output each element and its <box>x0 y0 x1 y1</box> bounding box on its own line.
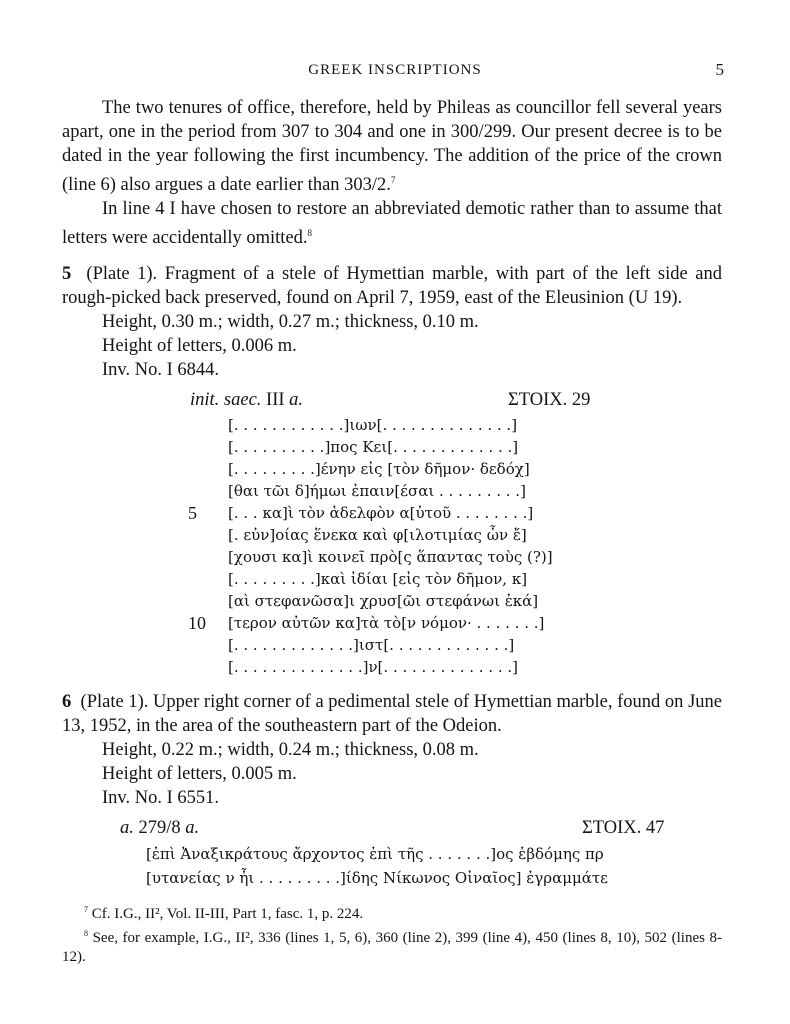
inscription-line: [χουσι κα]ὶ κοινεῖ πρὸ[ς ἅπαντας τοὺς (?)] <box>228 548 553 566</box>
inscription-line: [. . . . . . . . . . . . .]ιστ[. . . . . . . . . . . . .] <box>228 636 515 654</box>
entry-6-description: 6 (Plate 1). Upper right corner of a pedimental stele of Hymettian marble, found on June 13, 1952, in the area of the southeastern part of the Odeion. <box>62 692 722 736</box>
entry-5-inscription <box>62 414 722 678</box>
entry-5-inscription-header <box>62 388 722 414</box>
entry-6-inventory: Inv. No. I 6551. <box>102 788 219 808</box>
footnote-mark-7: 7 <box>390 175 396 185</box>
entry-6-inscription <box>62 842 722 890</box>
inscription-line: [. . . . . . . . . .]πος Κει[. . . . . . . . . . . . .] <box>228 438 519 456</box>
footnote-7: $^7$ Cf. I.G., II², Vol. II-III, Part 1, fasc. 1, p. 224. <box>84 905 364 922</box>
inscription-line: [. . . . . . . . .]καὶ ἰδίαι [εἰς τὸν δῆμον, κ] <box>228 570 528 588</box>
entry-6-number: 6 <box>62 692 72 712</box>
inscription-line: [. εὐν]οίας ἕνεκα καὶ φ[ιλοτιμίας ὧν ἔ] <box>228 526 527 544</box>
entry-6-stoichedon: ΣΤΟΙΧ. 47 <box>582 818 665 838</box>
entry-5-number: 5 <box>62 264 72 284</box>
inscription-line: [ἐπὶ Ἀναξικράτους ἄρχοντος ἐπὶ τῆς . . . . . . .]ος ἑβδόμης πρ <box>146 845 604 863</box>
inscription-line: [θαι τῶι δ]ήμωι ἐπαιν[έσαι . . . . . . . . .] <box>228 482 526 500</box>
inscription-line: [υτανείας ν ἧι . . . . . . . . .]ίδης Νίκωνος Οἰναῖος] ἐγραμμάτε <box>146 869 608 887</box>
inscription-line: [αὶ στεφανῶσα]ι χρυσ[ῶι στεφάνωι ἐκά] <box>228 592 539 610</box>
body-text <box>62 96 722 967</box>
entry-6-meta <box>62 738 722 810</box>
footnotes <box>62 900 722 967</box>
running-title: GREEK INSCRIPTIONS <box>308 62 482 78</box>
entry-6-date: a. 279/8 a. <box>120 818 200 838</box>
inscription-line: [. . . . . . . . .]ένην εἰς [τὸν δῆμον· δεδόχ] <box>228 460 530 478</box>
paragraph-1: The two tenures of office, therefore, held by Phileas as councillor fell several years apart, one in the period from 307 to 304 and one in 300/299. Our present decree is to be dated in the year following the first incumbency. The addition of the price of the crown (line 6) also argues a date earlier than 303/2.$^7$ <box>62 98 722 195</box>
entry-6-letter-height: Height of letters, 0.005 m. <box>102 764 297 784</box>
page-number: 5 <box>715 60 724 79</box>
entry-5-description: 5 (Plate 1). Fragment of a stele of Hymettian marble, with part of the left side and rough-picked back preserved, found on April 7, 1959, east of the Eleusinion (U 19). <box>62 264 722 308</box>
entry-5-stoichedon: ΣΤΟΙΧ. 29 <box>508 390 591 410</box>
entry-5-letter-height: Height of letters, 0.006 m. <box>102 336 297 356</box>
inscription-line: 5 [. . . κα]ὶ τὸν ἀδελφὸν α[ὐτοῦ . . . . . . . .] <box>188 503 534 523</box>
entry-5-dimensions: Height, 0.30 m.; width, 0.27 m.; thickness, 0.10 m. <box>102 312 479 332</box>
inscription-line: [. . . . . . . . . . . . . .]ν[. . . . . . . . . . . . . .] <box>228 658 519 676</box>
footnote-mark-8: 8 <box>307 228 313 238</box>
entry-5-date: init. saec. III a. <box>190 390 304 410</box>
inscription-line: 10 [τερον αὐτῶν κα]τὰ τὸ[ν νόμον· . . . . . . .] <box>188 613 545 633</box>
entry-5-inventory: Inv. No. I 6844. <box>102 360 219 380</box>
entry-6-dimensions: Height, 0.22 m.; width, 0.24 m.; thickness, 0.08 m. <box>102 740 479 760</box>
inscription-line: [. . . . . . . . . . . .]ιων[. . . . . . . . . . . . . .] <box>228 416 518 434</box>
entry-5-meta <box>62 310 722 382</box>
paragraph-2: In line 4 I have chosen to restore an abbreviated demotic rather than to assume that letters were accidentally omitted.$^8$ <box>62 199 722 248</box>
footnote-8: $^8$ See, for example, I.G., II², 336 (lines 1, 5, 6), 360 (line 2), 399 (line 4), 450 (lines 8, 10), 502 (lines 8-12). <box>62 929 723 965</box>
entry-6-inscription-header <box>62 816 722 842</box>
